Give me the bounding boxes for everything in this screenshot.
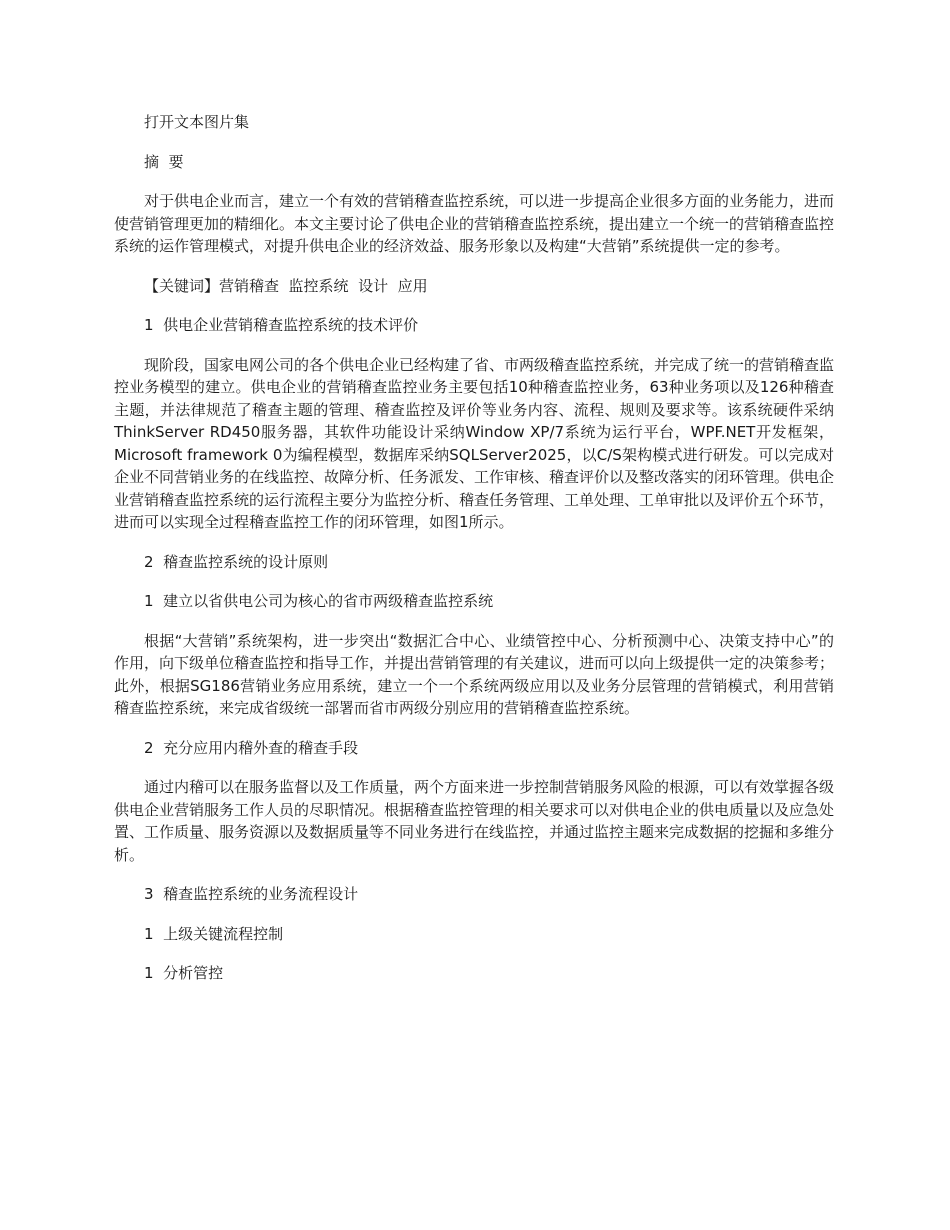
section-heading: 3 稽查监控系统的业务流程设计 — [144, 885, 359, 903]
subsection-heading: 1 建立以省供电公司为核心的省市两级稽查监控系统 — [144, 592, 494, 610]
subsection-heading: 2 充分应用内稽外查的稽查手段 — [144, 738, 359, 757]
section-heading: 1 供电企业营销稽查监控系统的技术评价 — [144, 316, 419, 334]
section-paragraph: 现阶段，国家电网公司的各个供电企业已经构建了省、市两级稽查监控系统，并完成了统一的营销稽查监控业务模型的建立。供电企业的营销稽查监控业务主要包括10种稽查监控业务，63种业务项以及126种稽查主题，并法律规范了稽查主题的管理、稽查监控及评价等业务内容、流程、规则及要求等。该系统硬件采纳ThinkServer RD450服务器，其软件功能设计采纳Window XP/7系统为运行平台，WPF.NET开发框架，Microsoft framework 0为编程模型，数据库采纳SQLServer2025，以C/S架构模式进行研发。可以完成对企业不同营销业务的在线监控、故障分析、任务派发、工作审核、稽查评价以及整改落实的闭环管理。供电企业营销稽查监控系统的运行流程主要分为监控分析、稽查任务管理、工单处理、工单审批以及评价五个环节，进而可以实现全过程稽查监控工作的闭环管理，如图1所示。 — [114, 355, 835, 531]
document-page — [114, 111, 834, 985]
section-paragraph: 通过内稽可以在服务监督以及工作质量，两个方面来进一步控制营销服务风险的根源，可以有效掌握各级供电企业营销服务工作人员的尽职情况。根据稽查监控管理的相关要求可以对供电企业的供电质量以及应急处置、工作质量、服务资源以及数据质量等不同业务进行在线监控，并通过监控主题来完成数据的挖掘和多维分析。 — [114, 778, 835, 864]
abstract-text: 对于供电企业而言，建立一个有效的营销稽查监控系统，可以进一步提高企业很多方面的业务能力，进而使营销管理更加的精细化。本文主要讨论了供电企业的营销稽查监控系统，提出建立一个统一的营销稽查监控系统的运作管理模式，对提升供电企业的经济效益、服务形象以及构建“大营销”系统提供一定的参考。 — [114, 192, 835, 255]
subsection-heading: 1 上级关键流程控制 — [144, 924, 284, 943]
keywords: 【关键词】营销稽查 监控系统 设计 应用 — [144, 276, 428, 295]
section-heading: 2 稽查监控系统的设计原则 — [144, 552, 329, 571]
section-paragraph: 根据“大营销”系统架构，进一步突出“数据汇合中心、业绩管控中心、分析预测中心、决策支持中心”的作用，向下级单位稽查监控和指导工作，并提出营销管理的有关建议，进而可以向上级提供一定的决策参考；此外，根据SG186营销业务应用系统，建立一个一个系统两级应用以及业务分层管理的营销模式，利用营销稽查监控系统，来完成省级统一部署而省市两级分别应用的营销稽查监控系统。 — [114, 631, 835, 717]
subsection-heading: 1 分析管控 — [144, 964, 224, 982]
document-title: 打开文本图片集 — [144, 113, 250, 131]
abstract-label: 摘 要 — [144, 152, 184, 171]
